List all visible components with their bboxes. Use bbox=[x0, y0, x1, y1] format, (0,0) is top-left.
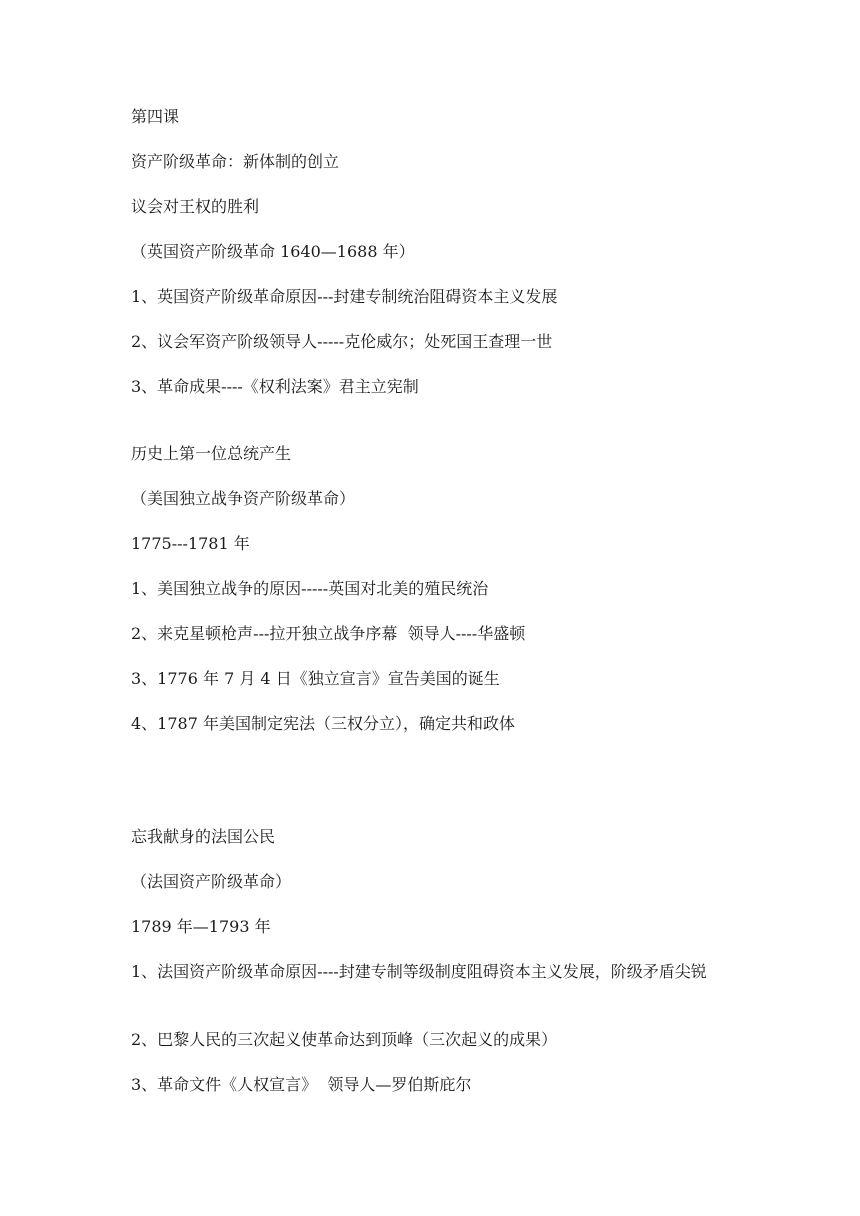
section-point: 3、革命文件《人权宣言》 领导人—罗伯斯庇尔 bbox=[131, 1075, 472, 1094]
lesson-title: 第四课 bbox=[131, 107, 180, 126]
section-subtitle: （美国独立战争资产阶级革命） bbox=[131, 489, 356, 508]
section-title: 历史上第一位总统产生 bbox=[131, 444, 292, 463]
section-point: 1、英国资产阶级革命原因---封建专制统治阻碍资本主义发展 bbox=[131, 287, 558, 306]
section-period: 1775---1781 年 bbox=[131, 534, 250, 553]
section-subtitle: （英国资产阶级革命 1640—1688 年） bbox=[131, 242, 415, 261]
section-title: 忘我献身的法国公民 bbox=[131, 827, 276, 846]
section-point: 2、来克星顿枪声---拉开独立战争序幕 领导人----华盛顿 bbox=[131, 624, 526, 643]
section-period: 1789 年—1793 年 bbox=[131, 917, 271, 936]
section-title: 议会对王权的胜利 bbox=[131, 197, 260, 216]
section-point: 2、巴黎人民的三次起义使革命达到顶峰（三次起义的成果） bbox=[131, 1030, 558, 1049]
section-point: 1、美国独立战争的原因-----英国对北美的殖民统治 bbox=[131, 579, 489, 598]
section-point: 2、议会军资产阶级领导人-----克伦威尔；处死国王查理一世 bbox=[131, 332, 553, 351]
section-point: 4、1787 年美国制定宪法（三权分立），确定共和政体 bbox=[131, 714, 515, 733]
section-subtitle: （法国资产阶级革命） bbox=[131, 872, 292, 891]
section-point: 1、法国资产阶级革命原因----封建专制等级制度阻碍资本主义发展，阶级矛盾尖锐 bbox=[131, 962, 707, 981]
section-point: 3、1776 年 7 月 4 日《独立宣言》宣告美国的诞生 bbox=[131, 669, 500, 688]
section-point: 3、革命成果----《权利法案》君主立宪制 bbox=[131, 377, 419, 396]
unit-title: 资产阶级革命：新体制的创立 bbox=[131, 152, 340, 171]
